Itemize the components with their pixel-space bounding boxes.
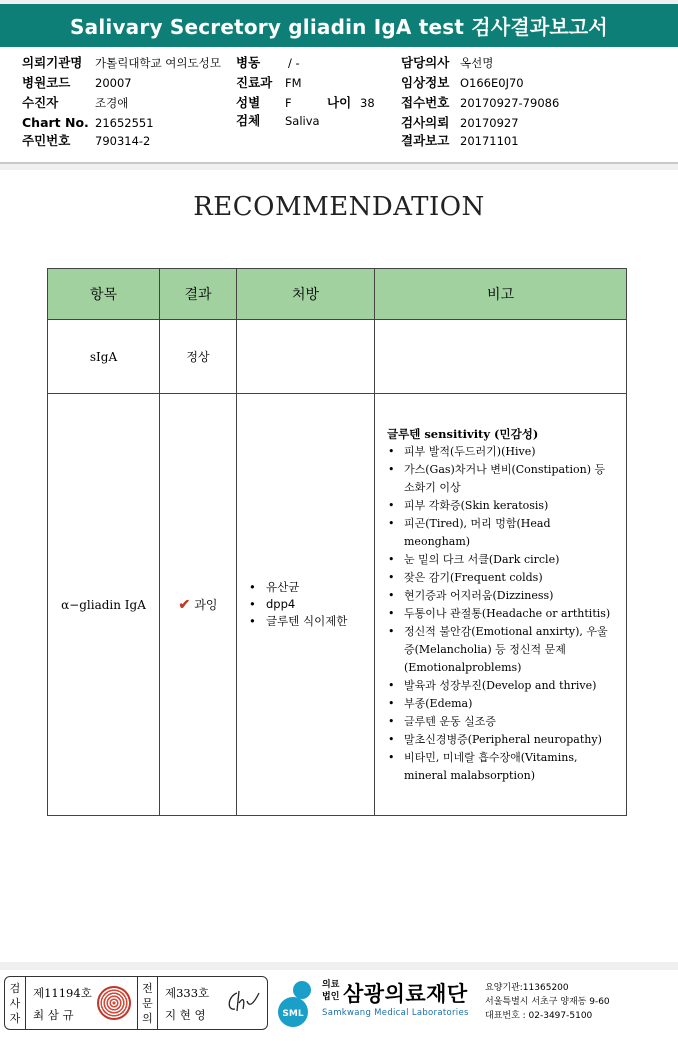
list-item: • 피부 각화증(Skin keratosis) <box>387 497 618 515</box>
institution-label: 의뢰기관명 <box>22 55 83 70</box>
specimen-label: 검체 <box>236 113 261 128</box>
examiner-license: 제11194호 <box>33 986 92 1000</box>
list-item: • 부종(Edema) <box>387 695 618 713</box>
list-item: • dpp4 <box>249 596 374 613</box>
patient-info-panel <box>0 47 678 164</box>
hospital-code-label: 병원코드 <box>22 75 71 90</box>
list-item: • 말초신경병증(Peripheral neuropathy) <box>387 731 618 749</box>
remarks-cell <box>375 394 627 816</box>
patient-value: 조경애 <box>95 96 129 110</box>
logo-text: SML <box>282 1009 304 1019</box>
org-prefix-1: 의료 <box>322 980 340 990</box>
examiner-label: 검사자 <box>5 977 26 1029</box>
list-item: • 피부 발적(두드러기)(Hive) <box>387 443 618 461</box>
org-english-name: Samkwang Medical Laboratories <box>322 1008 469 1018</box>
org-phone: 대표번호 : 02-3497-5100 <box>485 1011 593 1021</box>
request-date-label: 검사의뢰 <box>401 115 450 130</box>
receipt-no-label: 접수번호 <box>401 95 450 110</box>
patient-label: 수진자 <box>22 95 59 110</box>
specimen-value: Saliva <box>285 114 320 128</box>
report-title: Salivary Secretory gliadin IgA test 검사결과보고서 <box>0 4 678 47</box>
department-value: FM <box>285 76 302 90</box>
clinical-info-value: O166E0J70 <box>460 76 524 90</box>
list-item: • 두통이나 관절통(Headache or arthtitis) <box>387 605 618 623</box>
hospital-code-value: 20007 <box>95 76 132 90</box>
remarks-cell <box>375 320 627 394</box>
chart-no-label: Chart No. <box>22 115 89 130</box>
list-item: • 정신적 불안감(Emotional anxirty), 우울증(Melancholia) 등 정신적 문제(Emotionalproblems) <box>387 623 618 677</box>
list-item: • 글루텐 운동 실조증 <box>387 713 618 731</box>
symptom-list <box>387 443 618 785</box>
list-item: • 잦은 감기(Frequent colds) <box>387 569 618 587</box>
report-footer <box>0 970 678 1041</box>
report-date-label: 결과보고 <box>401 133 450 148</box>
ward-value: / - <box>288 56 300 70</box>
age-value: 38 <box>360 96 375 110</box>
sml-logo-icon <box>272 976 318 1028</box>
specialist-name: 지 현 영 <box>165 1008 206 1022</box>
specialist-label: 전문의 <box>137 977 158 1029</box>
recommendation-panel <box>0 170 678 962</box>
doctor-label: 담당의사 <box>401 55 450 70</box>
column-header-prescription: 처방 <box>237 269 375 320</box>
org-prefix-2: 법인 <box>322 992 340 1002</box>
org-address: 서울특별시 서초구 양재동 9-60 <box>485 997 610 1007</box>
column-header-result: 결과 <box>160 269 237 320</box>
prescription-cell <box>237 320 375 394</box>
institution-value: 가톨릭대학교 여의도성모 <box>95 56 221 70</box>
item-cell: sIgA <box>48 320 160 394</box>
resident-no-value: 790314-2 <box>95 134 151 148</box>
list-item: • 가스(Gas)차거나 변비(Constipation) 등 소화기 이상 <box>387 461 618 497</box>
recommendation-title: RECOMMENDATION <box>193 192 485 222</box>
remarks-heading: 글루텐 sensitivity (민감성) <box>387 426 539 441</box>
table-header-row <box>48 269 627 320</box>
official-seal-icon <box>97 986 131 1020</box>
result-cell: 정상 <box>160 320 237 394</box>
list-item: • 발육과 성장부진(Develop and thrive) <box>387 677 618 695</box>
item-cell: α−gliadin IgA <box>48 394 160 816</box>
department-label: 진료과 <box>236 75 273 90</box>
table-row <box>48 320 627 394</box>
ward-label: 병동 <box>236 55 261 70</box>
recommendation-table <box>47 268 627 816</box>
column-header-remarks: 비고 <box>375 269 627 320</box>
result-cell <box>160 394 237 816</box>
list-item: • 눈 밑의 다크 서클(Dark circle) <box>387 551 618 569</box>
chart-no-value: 21652551 <box>95 116 154 130</box>
resident-no-label: 주민번호 <box>22 133 71 148</box>
signature-box <box>4 976 268 1030</box>
signature-icon <box>223 985 263 1019</box>
doctor-value: 옥선명 <box>460 56 494 70</box>
examiner-name: 최 삼 규 <box>33 1008 74 1022</box>
list-item: • 글루텐 식이제한 <box>249 613 374 630</box>
list-item: • 현기증과 어지러움(Dizziness) <box>387 587 618 605</box>
prescription-cell <box>237 394 375 816</box>
request-date-value: 20170927 <box>460 116 519 130</box>
institution-code: 요양기관:11365200 <box>485 983 569 993</box>
clinical-info-label: 임상정보 <box>401 75 450 90</box>
list-item: • 비타민, 미네랄 흡수장애(Vitamins, mineral malabsorption) <box>387 749 618 785</box>
result-value: 과잉 <box>194 598 218 612</box>
column-header-item: 항목 <box>48 269 160 320</box>
receipt-no-value: 20170927-79086 <box>460 96 560 110</box>
list-item: • 유산균 <box>249 579 374 596</box>
report-date-value: 20171101 <box>460 134 519 148</box>
specialist-license: 제333호 <box>165 986 210 1000</box>
table-row <box>48 394 627 816</box>
age-label: 나이 <box>327 95 352 110</box>
prescription-list <box>237 579 374 630</box>
sex-value: F <box>285 96 292 110</box>
check-icon: ✔ <box>178 597 191 613</box>
sex-label: 성별 <box>236 95 261 110</box>
org-name: 삼광의료재단 <box>343 982 468 1006</box>
list-item: • 피곤(Tired), 머리 멍함(Head meongham) <box>387 515 618 551</box>
